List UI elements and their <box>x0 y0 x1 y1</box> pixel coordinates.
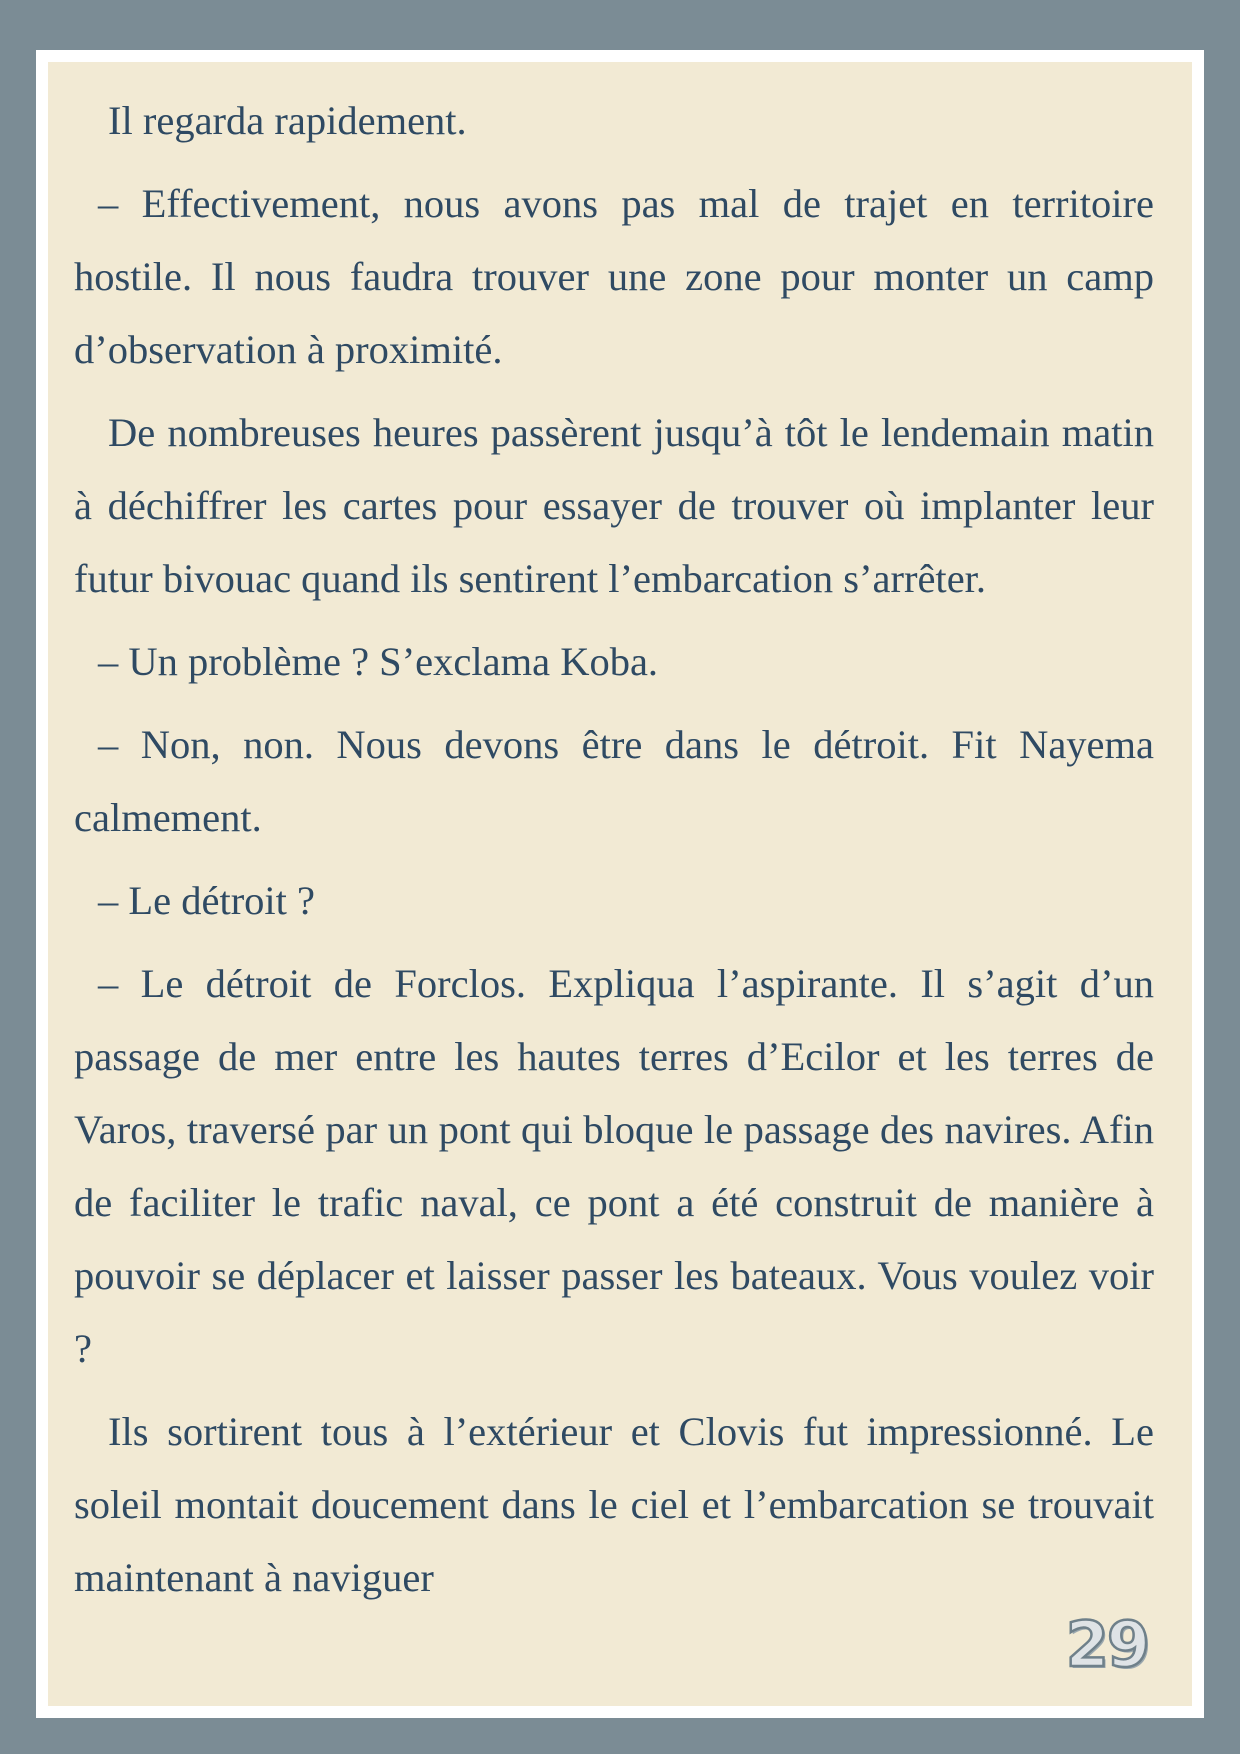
paragraph-4: – Un problème ? S’exclama Koba. <box>98 639 659 684</box>
paragraph-1: Il regarda rapidement. <box>108 98 467 143</box>
paragraph-7: – Le détroit de Forclos. Expliqua l’aspirante. Il s’agit d’un passage de mer entre les hautes terres d’Ecilor et les terres de Varos, traversé par un pont qui bloque le passage des navires. Afin de faciliter le trafic naval, ce pont a été construit de manière à pouvoir se déplacer et laisser passer les bateaux. Vous voulez voir ? <box>74 961 1154 1371</box>
paragraph-5: – Non, non. Nous devons être dans le détroit. Fit Nayema calmement. <box>74 722 1154 840</box>
paragraph-3: De nombreuses heures passèrent jusqu’à tôt le lendemain matin à déchiffrer les cartes pour essayer de trouver où implanter leur futur bivouac quand ils sentirent l’embarcation s’arrêter. <box>74 410 1154 601</box>
paragraph-2: – Effectivement, nous avons pas mal de trajet en territoire hostile. Il nous faudra trouver une zone pour monter un camp d’observation à proximité. <box>74 181 1154 372</box>
paragraph-6: – Le détroit ? <box>98 878 316 923</box>
book-page <box>48 62 1192 1706</box>
page-number: 29 <box>1065 1608 1148 1681</box>
paragraph-8: Ils sortirent tous à l’extérieur et Clovis fut impressionné. Le soleil montait doucement dans le ciel et l’embarcation se trouvait maintenant à naviguer <box>74 1409 1154 1600</box>
